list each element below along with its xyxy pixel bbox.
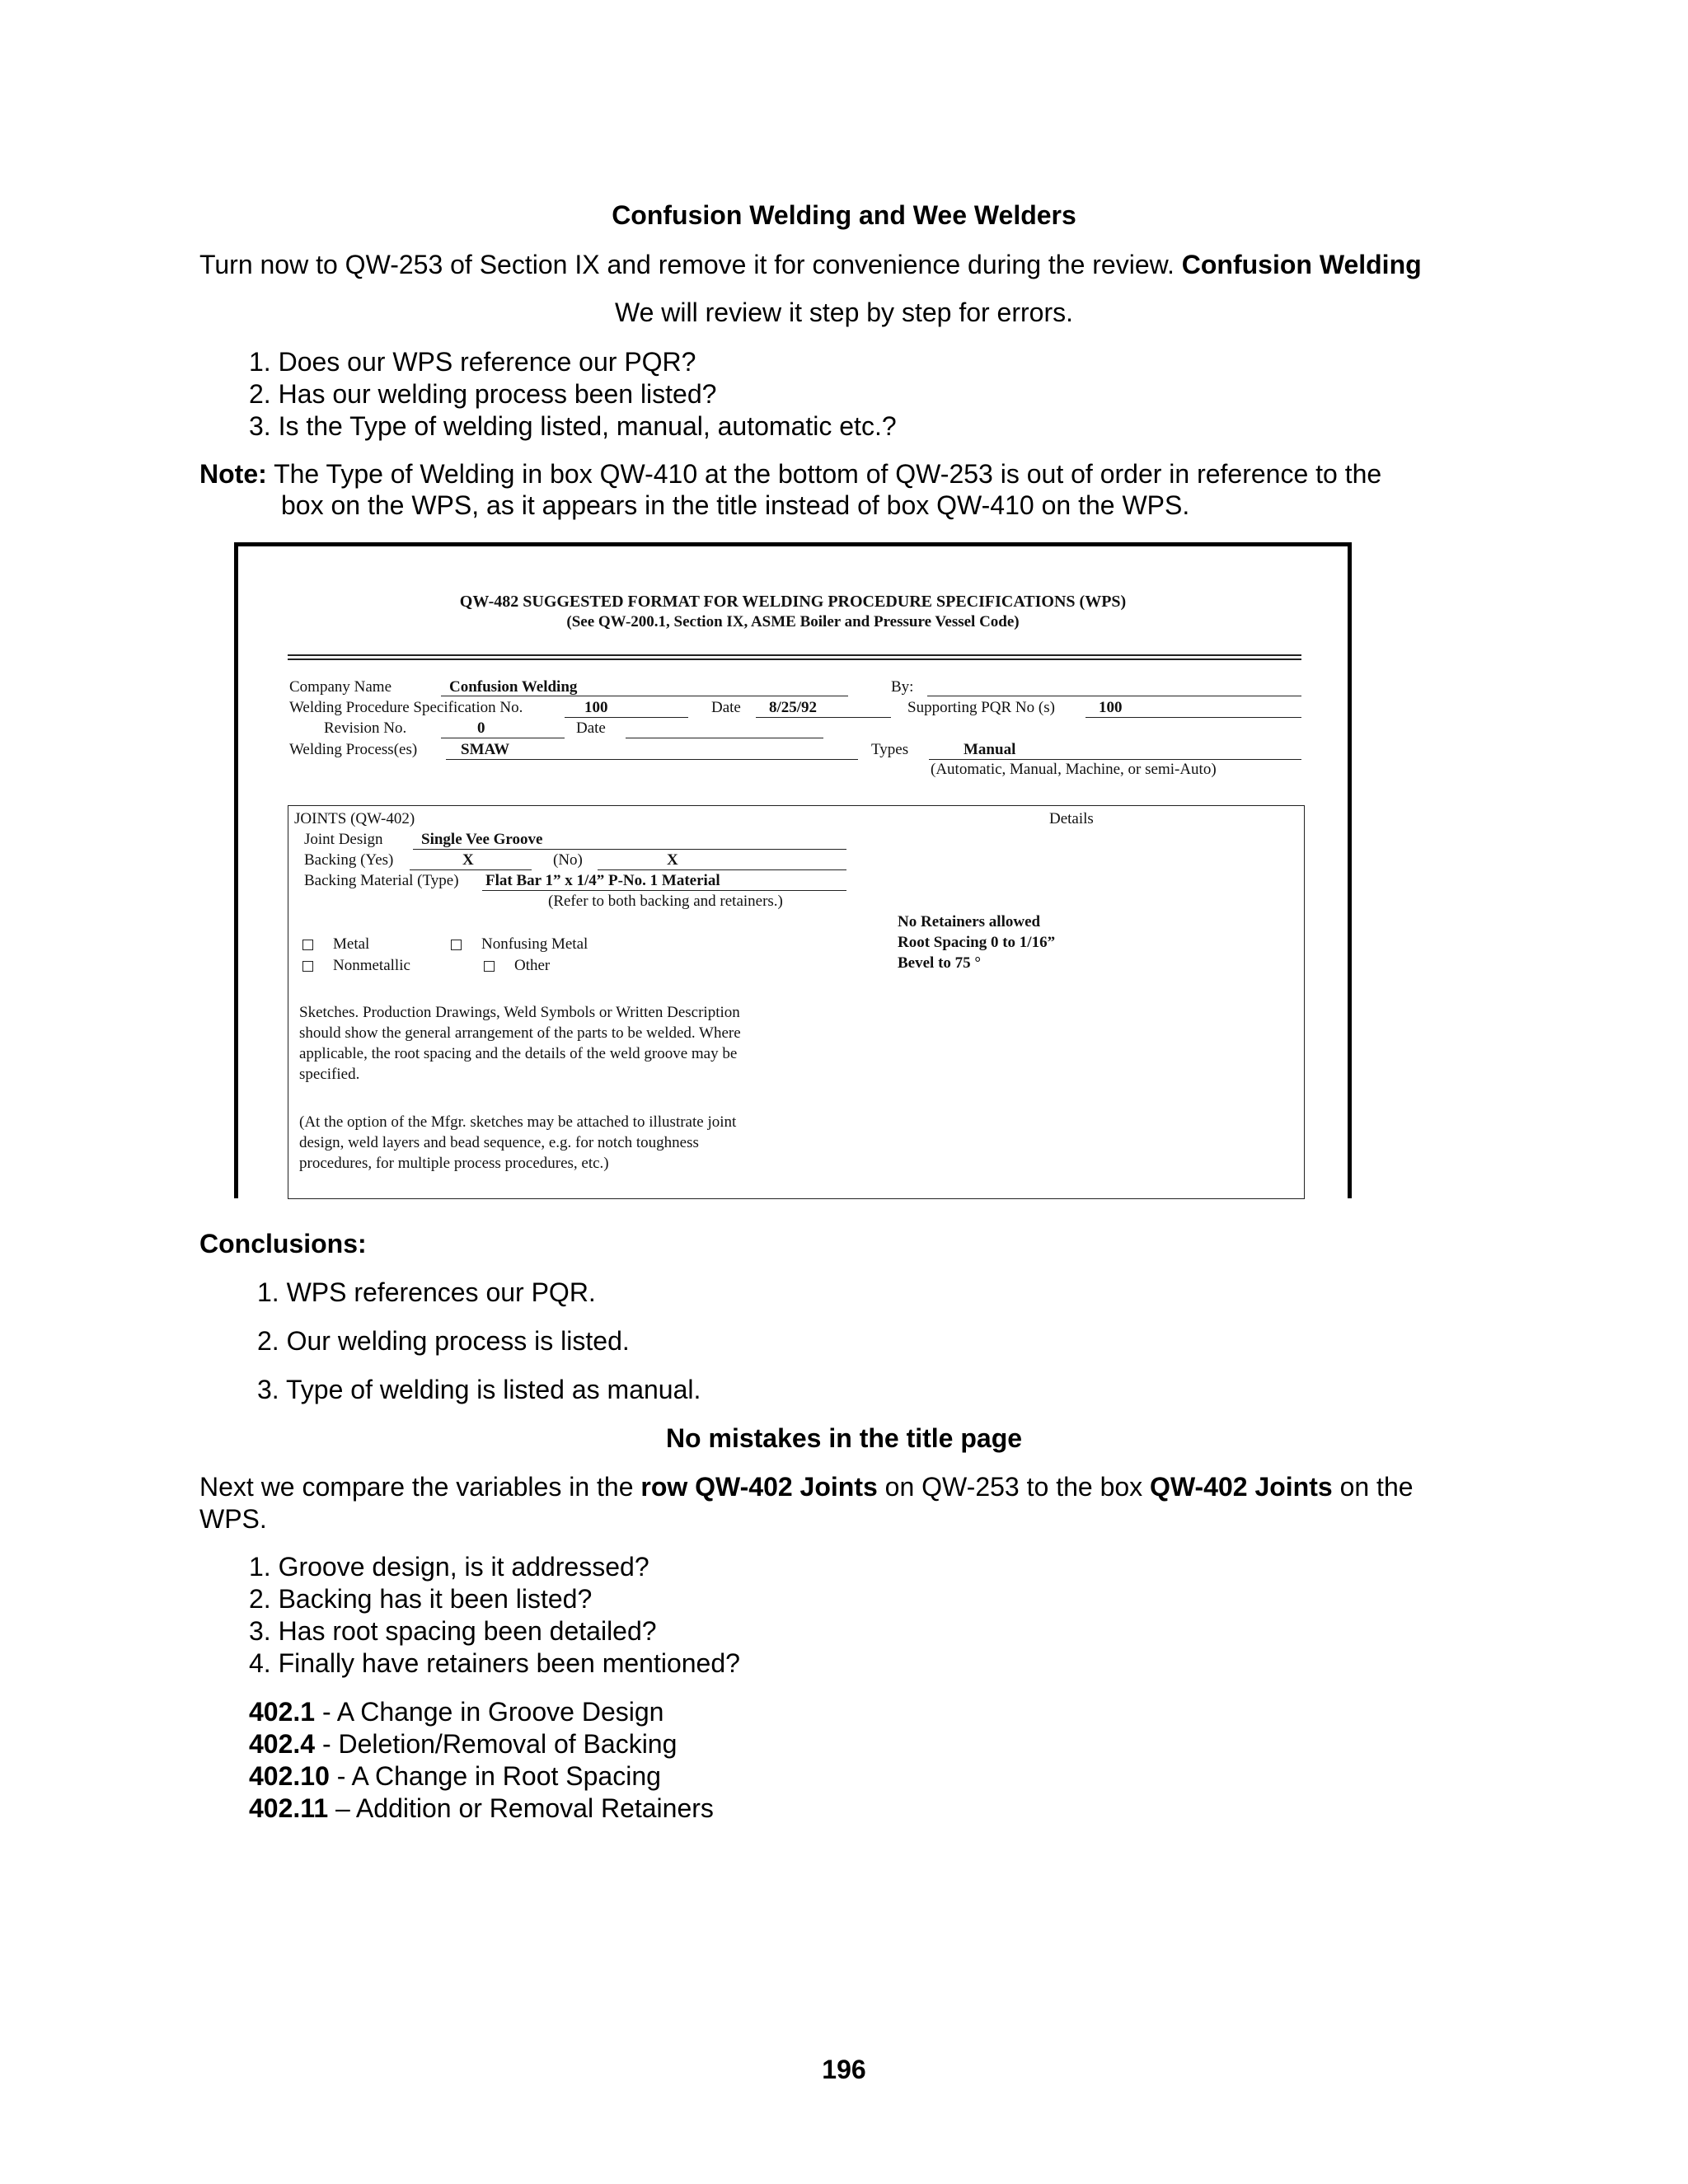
intro-bold: Confusion Welding <box>1181 250 1422 279</box>
company-value: Confusion Welding <box>449 678 578 696</box>
details-label: Details <box>1049 810 1094 827</box>
detail-line: Bevel to 75 ° <box>898 954 981 972</box>
field-underline <box>1085 717 1301 718</box>
backing-material-value: Flat Bar 1” x 1/4” P-No. 1 Material <box>485 872 720 889</box>
field-underline <box>756 717 891 718</box>
list-item: 3. Is the Type of welding listed, manual, automatic etc.? <box>249 411 897 441</box>
divider <box>288 654 1301 656</box>
wps-title: QW-482 SUGGESTED FORMAT FOR WELDING PROCEDURE SPECIFICATIONS (WPS) <box>459 593 1127 611</box>
revision-value: 0 <box>477 719 485 737</box>
field-underline <box>598 869 846 870</box>
checkbox-icon <box>484 961 495 972</box>
list-item: 1. WPS references our PQR. <box>257 1277 596 1307</box>
checkbox-icon <box>451 940 462 950</box>
list-item: 1. Does our WPS reference our PQR? <box>249 347 696 377</box>
types-label: Types <box>871 741 909 758</box>
checkbox-icon <box>302 961 313 972</box>
date2-label: Date <box>576 719 606 737</box>
backing-material-label: Backing Material (Type) <box>304 872 459 889</box>
by-label: By: <box>891 678 914 696</box>
field-underline <box>565 717 688 718</box>
process-value: SMAW <box>461 741 510 758</box>
process-label: Welding Process(es) <box>289 741 418 758</box>
wps-subtitle: (See QW-200.1, Section IX, ASME Boiler and Pressure Vessel Code) <box>566 613 1020 630</box>
checkbox-nonfusing: Nonfusing Metal <box>451 935 588 954</box>
page-title: Confusion Welding and Wee Welders <box>612 200 1076 230</box>
pqr-label: Supporting PQR No (s) <box>907 699 1055 716</box>
sketch-text: should show the general arrangement of the parts to be welded. Where <box>299 1024 741 1042</box>
list-item: 4. Finally have retainers been mentioned? <box>249 1648 740 1678</box>
field-underline <box>410 869 532 870</box>
types-hint: (Automatic, Manual, Machine, or semi-Auto) <box>931 761 1217 778</box>
backing-no-value: X <box>667 851 678 869</box>
list-item: 2. Has our welding process been listed? <box>249 379 717 409</box>
variable-item: 402.4 - Deletion/Removal of Backing <box>249 1729 678 1759</box>
intro-line2: We will review it step by step for errors. <box>614 298 1073 327</box>
field-underline <box>482 890 846 891</box>
note-label: Note: <box>199 459 267 489</box>
wps-no-value: 100 <box>584 699 608 716</box>
checkbox-nonmetallic: Nonmetallic <box>302 957 410 975</box>
joint-design-value: Single Vee Groove <box>421 831 543 848</box>
backing-yes-value: X <box>462 851 474 869</box>
variable-item: 402.10 - A Change in Root Spacing <box>249 1761 661 1791</box>
list-item: 2. Backing has it been listed? <box>249 1584 593 1614</box>
detail-line: No Retainers allowed <box>898 913 1041 930</box>
field-underline <box>929 759 1301 760</box>
checkbox-icon <box>302 940 313 950</box>
pqr-value: 100 <box>1099 699 1123 716</box>
sketch-text: specified. <box>299 1066 360 1083</box>
next-line2: WPS. <box>199 1504 267 1534</box>
divider <box>288 658 1301 660</box>
list-item: 3. Type of welding is listed as manual. <box>257 1375 701 1404</box>
list-item: 2. Our welding process is listed. <box>257 1326 630 1356</box>
note-line2: box on the WPS, as it appears in the title instead of box QW-410 on the WPS. <box>281 490 1190 520</box>
joint-design-label: Joint Design <box>304 831 383 848</box>
variable-item: 402.11 – Addition or Removal Retainers <box>249 1793 714 1823</box>
option-text: procedures, for multiple process procedures, etc.) <box>299 1155 609 1172</box>
wps-no-label: Welding Procedure Specification No. <box>289 699 523 716</box>
company-label: Company Name <box>289 678 392 696</box>
field-underline <box>446 759 858 760</box>
option-text: design, weld layers and bead sequence, e.g. for notch toughness <box>299 1134 699 1151</box>
note-line1: The Type of Welding in box QW-410 at the bottom of QW-253 is out of order in reference to the <box>266 459 1382 489</box>
conclusions-heading: Conclusions: <box>199 1229 367 1258</box>
checkbox-other: Other <box>484 957 550 975</box>
next-paragraph: Next we compare the variables in the row QW-402 Joints on QW-253 to the box QW-402 Joints on the <box>199 1472 1414 1502</box>
backing-yes-label: Backing (Yes) <box>304 851 394 869</box>
joints-label: JOINTS (QW-402) <box>294 810 415 827</box>
revision-label: Revision No. <box>324 719 407 737</box>
intro-text: Turn now to QW-253 of Section IX and remove it for convenience during the review. <box>199 250 1182 279</box>
note-paragraph <box>199 458 1381 490</box>
types-value: Manual <box>964 741 1016 758</box>
sketch-text: applicable, the root spacing and the details of the weld groove may be <box>299 1045 738 1062</box>
backing-no-label: (No) <box>553 851 583 869</box>
date-label: Date <box>711 699 741 716</box>
variable-item: 402.1 - A Change in Groove Design <box>249 1697 664 1727</box>
field-underline <box>413 849 846 850</box>
sketch-text: Sketches. Production Drawings, Weld Symbols or Written Description <box>299 1004 740 1021</box>
list-item: 3. Has root spacing been detailed? <box>249 1616 657 1646</box>
list-item: 1. Groove design, is it addressed? <box>249 1552 649 1582</box>
detail-line: Root Spacing 0 to 1/16” <box>898 934 1056 951</box>
section-heading: No mistakes in the title page <box>665 1423 1023 1453</box>
date-value: 8/25/92 <box>769 699 818 716</box>
page-number: 196 <box>822 2055 866 2084</box>
checkbox-metal: Metal <box>302 935 369 954</box>
refer-note: (Refer to both backing and retainers.) <box>548 893 783 910</box>
intro-paragraph <box>199 249 1422 280</box>
wps-form-image <box>234 542 1352 1198</box>
option-text: (At the option of the Mfgr. sketches may be attached to illustrate joint <box>299 1113 737 1131</box>
